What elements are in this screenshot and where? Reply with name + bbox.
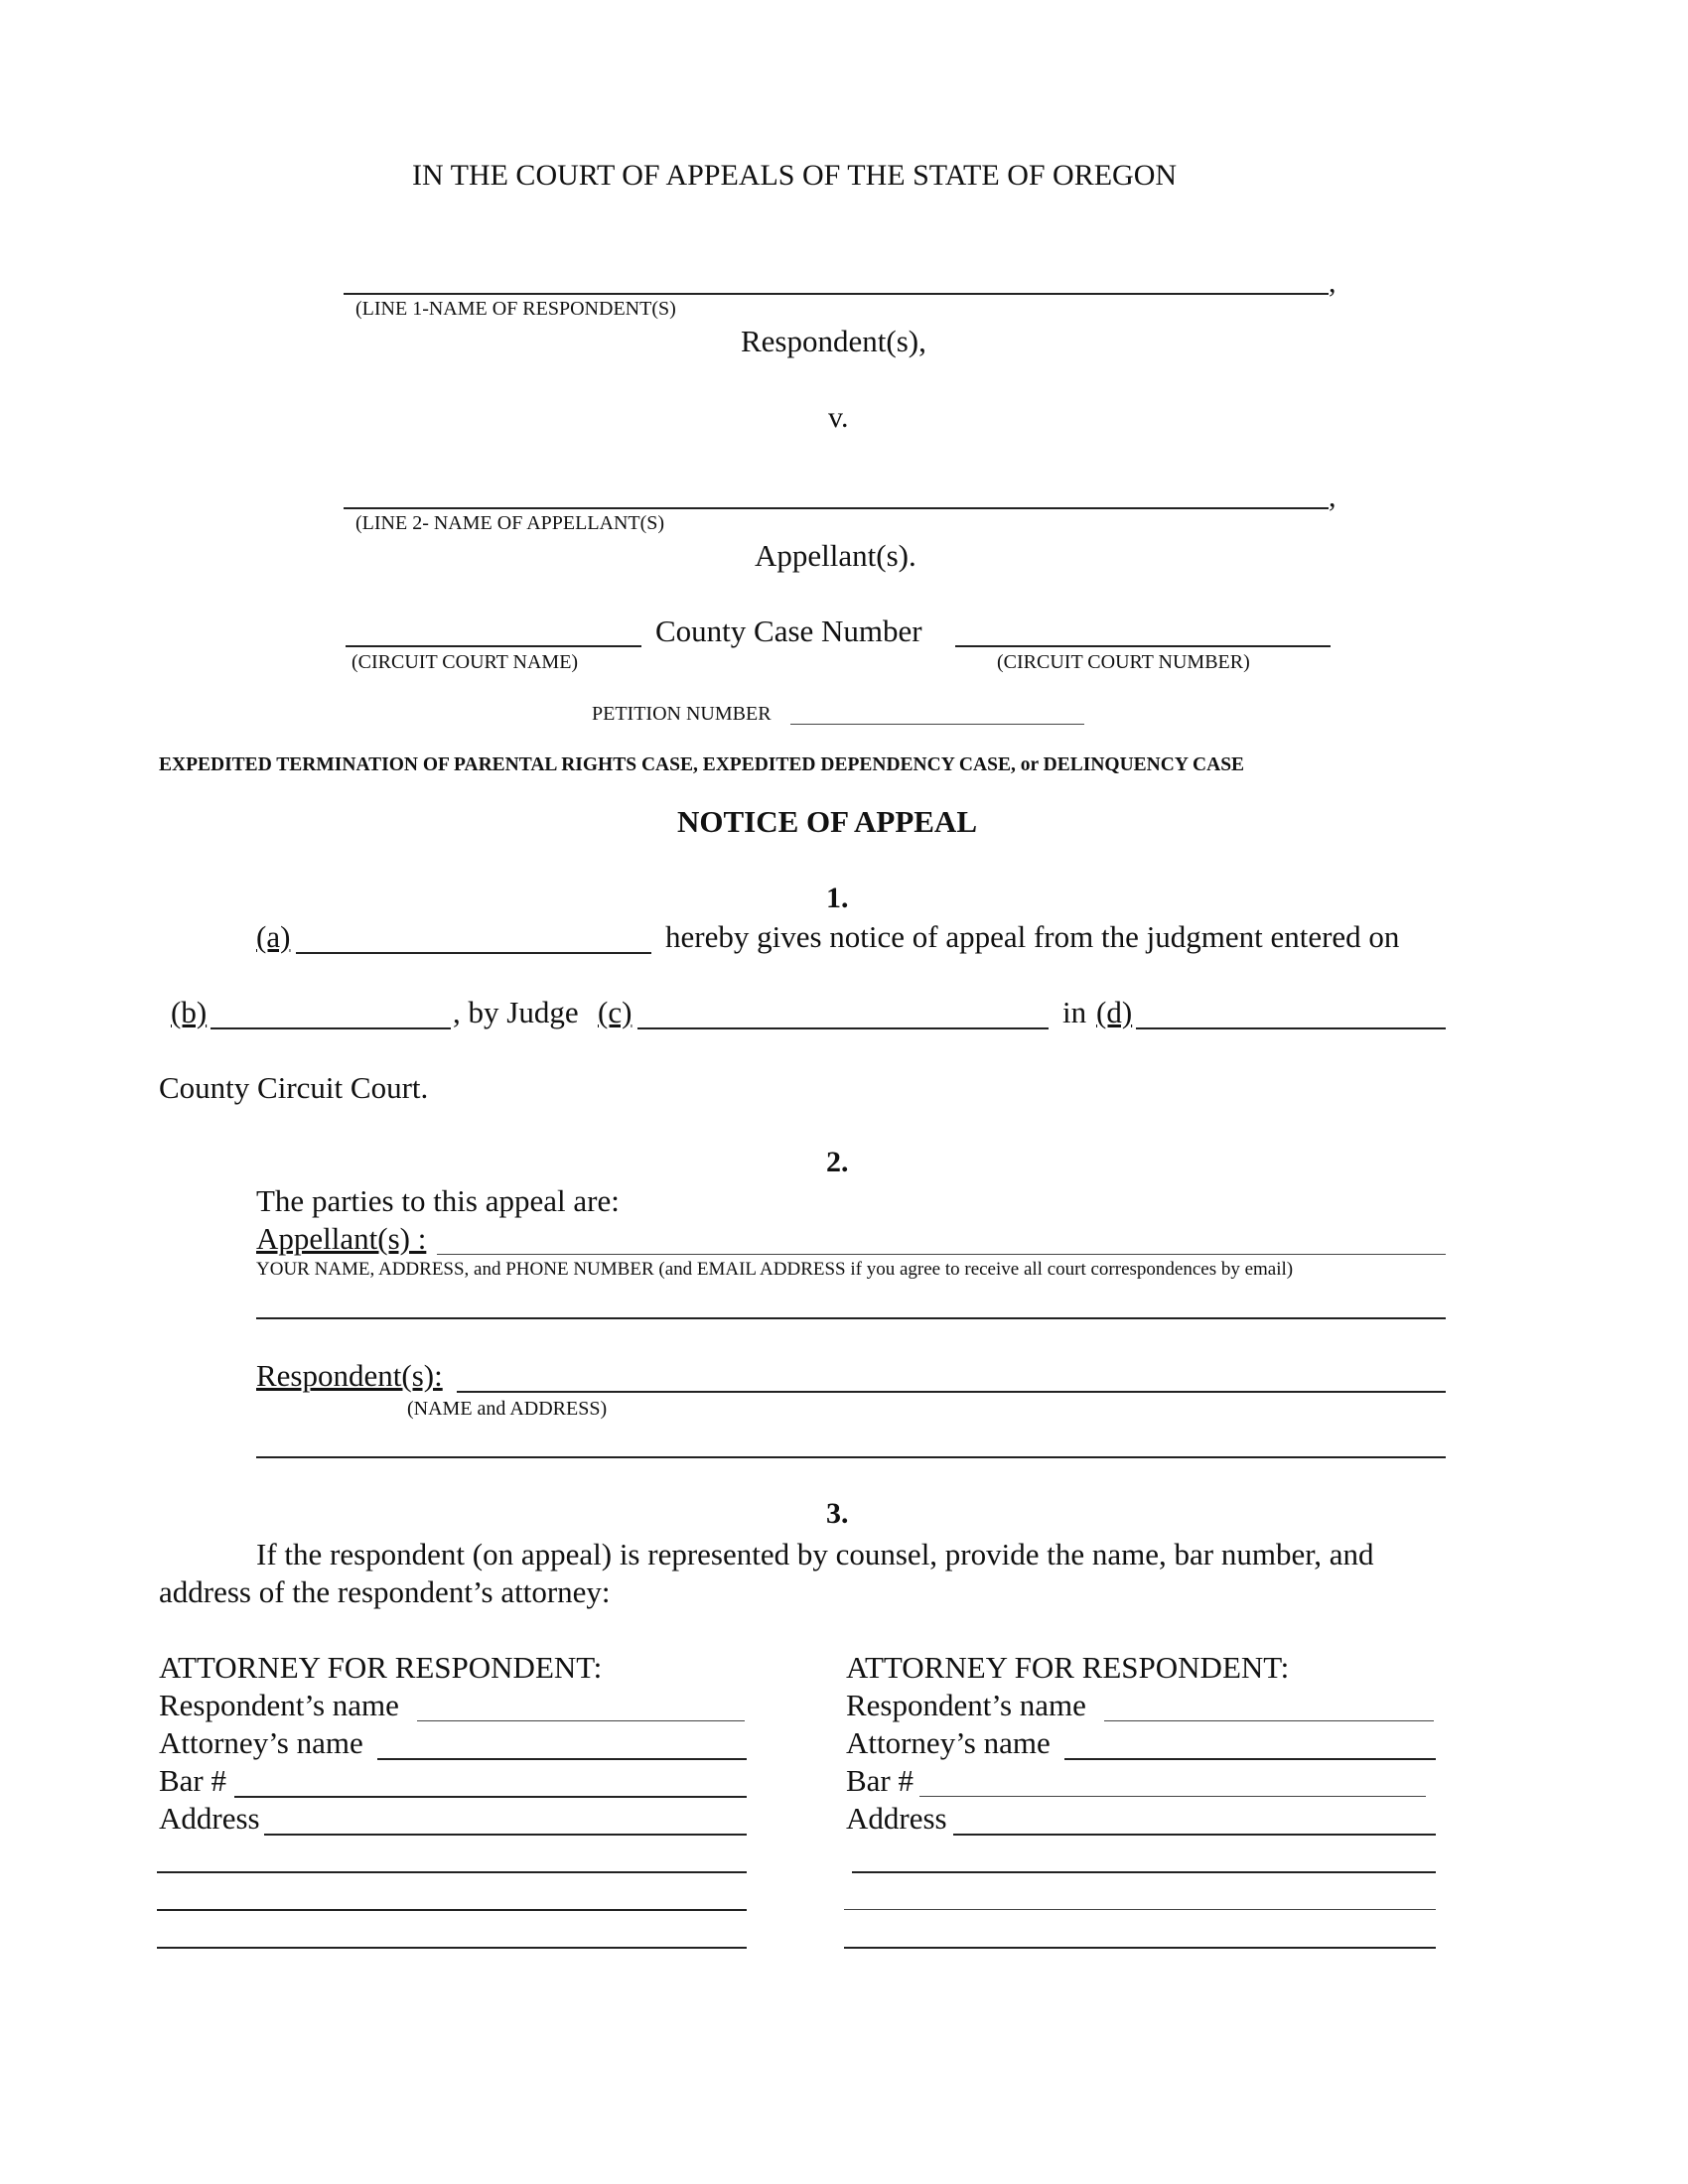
appellant-info-line-2 [256,1317,1446,1319]
address-line-1a [264,1834,747,1836]
section-2-number: 2. [826,1146,849,1178]
respondents-designation: Respondent(s), [741,324,926,358]
address-line-2a [953,1834,1436,1836]
appellant-info-field[interactable] [437,1217,1446,1257]
appellant-info-field-2[interactable] [256,1283,1446,1322]
notice-title: NOTICE OF APPEAL [677,804,977,839]
attorney-heading-2: ATTORNEY FOR RESPONDENT: [846,1650,1290,1685]
bar-number-field-2[interactable] [919,1759,1426,1799]
respondent-info-field-2[interactable] [256,1422,1446,1461]
respondent-name-field-1[interactable] [417,1684,745,1723]
attorney-name-field-1[interactable] [377,1721,747,1761]
section-3-text-2: address of the respondent’s attorney: [159,1574,611,1609]
section-3-number: 3. [826,1497,849,1530]
respondent-name-label-2: Respondent’s name [846,1688,1086,1722]
appellant-party-field[interactable] [296,915,651,955]
respondent-name-line [344,293,1329,295]
judge-name-field[interactable] [637,991,1049,1030]
case-type-heading: EXPEDITED TERMINATION OF PARENTAL RIGHTS CASE, EXPEDITED DEPENDENCY CASE, or DELINQUENCY CASE [159,754,1245,775]
circuit-court-number-line [955,645,1331,647]
line2-label: (LINE 2- NAME OF APPELLANT(S) [355,512,665,534]
county-circuit-court-text: County Circuit Court. [159,1070,429,1105]
petition-number-line [790,724,1084,725]
attorney-name-field-2[interactable] [1064,1721,1436,1761]
circuit-court-name-line [346,645,641,647]
by-judge-text: , by Judge [453,995,579,1029]
attorney-heading-1: ATTORNEY FOR RESPONDENT: [159,1650,603,1685]
address-line-1b[interactable] [157,1871,747,1873]
circuit-court-number-label: (CIRCUIT COURT NUMBER) [997,651,1250,673]
respondents-label: Respondent(s): [256,1358,443,1393]
parties-intro: The parties to this appeal are: [256,1183,620,1218]
appellant-name-line [344,507,1329,509]
bar-label-2: Bar # [846,1763,914,1798]
field-a-line [296,952,651,954]
versus-text: v. [828,401,849,434]
judgment-date-field[interactable] [211,991,451,1030]
notice-statement: hereby gives notice of appeal from the judgment entered on [665,919,1400,954]
address-line-1d[interactable] [157,1947,747,1949]
circuit-court-number-field[interactable] [955,608,1331,647]
petition-number-field[interactable] [790,697,1084,727]
appellants-designation: Appellant(s). [755,538,916,573]
address-field-2[interactable] [953,1797,1436,1837]
field-c-line [637,1027,1049,1029]
field-a-marker: (a) [256,919,291,954]
bar-label-1: Bar # [159,1763,227,1798]
address-line-2d[interactable] [844,1947,1436,1949]
field-b-marker: (b) [171,995,208,1029]
address-line-1c[interactable] [157,1909,747,1911]
address-label-2: Address [846,1801,947,1836]
county-field[interactable] [1136,991,1446,1030]
circuit-court-name-label: (CIRCUIT COURT NAME) [352,651,579,673]
in-text: in [1062,995,1087,1029]
address-label-1: Address [159,1801,260,1836]
caption-comma-2: , [1329,480,1336,513]
field-b-line [211,1027,451,1029]
bar-number-field-1[interactable] [234,1759,747,1799]
attorney-name-label-1: Attorney’s name [159,1725,363,1760]
appellants-label: Appellant(s) : [256,1221,427,1256]
respondent-info-field[interactable] [457,1354,1446,1394]
section-3-text-1: If the respondent (on appeal) is represented by counsel, provide the name, bar number, and [256,1537,1374,1571]
attorney-name-label-2: Attorney’s name [846,1725,1051,1760]
caption-comma-1: , [1329,266,1336,299]
respondent-name-field-2[interactable] [1104,1684,1434,1723]
field-c-marker: (c) [598,995,633,1029]
county-case-number-label: County Case Number [655,614,922,648]
field-d-marker: (d) [1096,995,1133,1029]
respondent-hint: (NAME and ADDRESS) [407,1398,608,1420]
petition-number-label: PETITION NUMBER [592,703,772,725]
section-1-number: 1. [826,882,849,914]
address-line-2b[interactable] [852,1871,1436,1873]
court-heading: IN THE COURT OF APPEALS OF THE STATE OF OREGON [412,159,1178,192]
respondent-info-line [457,1391,1446,1393]
line1-label: (LINE 1-NAME OF RESPONDENT(S) [355,298,676,320]
appellant-info-line [437,1254,1446,1255]
address-line-2c[interactable] [844,1909,1436,1910]
field-d-line [1136,1027,1446,1029]
address-field-1[interactable] [264,1797,747,1837]
respondent-name-label-1: Respondent’s name [159,1688,399,1722]
respondent-info-line-2 [256,1456,1446,1458]
circuit-court-name-field[interactable] [346,608,641,647]
appellant-hint: YOUR NAME, ADDRESS, and PHONE NUMBER (and EMAIL ADDRESS if you agree to receive all court correspondences by email) [256,1259,1294,1280]
